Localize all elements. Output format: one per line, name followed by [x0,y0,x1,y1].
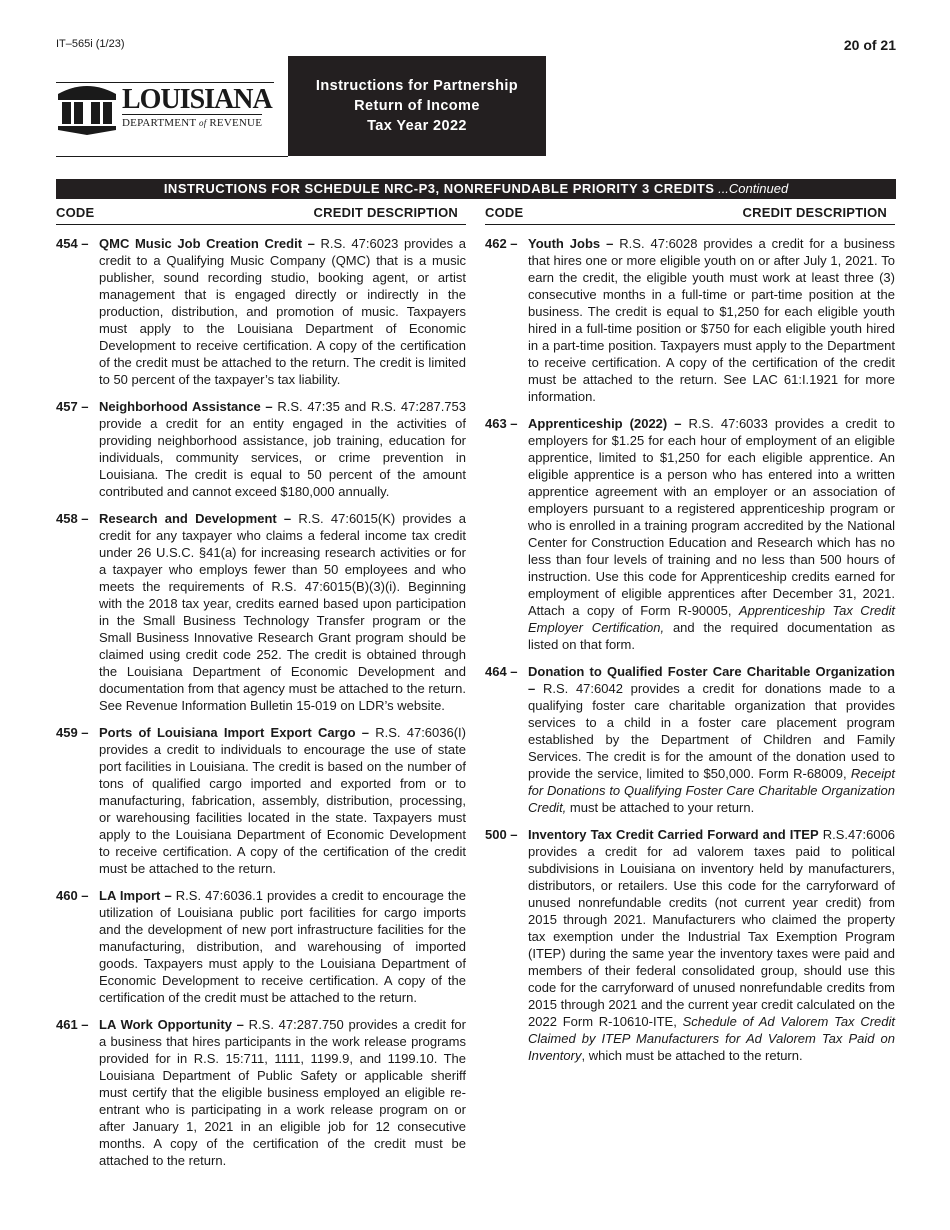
credit-name: Inventory Tax Credit Carried Forward and ITEP [528,827,819,842]
credit-name: LA Import – [99,888,172,903]
title-line-2: Return of Income [354,98,480,114]
credit-description [99,510,466,714]
credit-description [528,235,895,405]
title-line-1: Instructions for Partnership [315,78,519,94]
column-header [485,205,895,225]
credit-entry [485,235,895,405]
credit-text: R.S. 47:6015(K) provides a credit for any taxpayer who claims a federal income tax credit under 26 U.S.C. §41(a) for increasing research activities or for a taxpayer who employs fewer than 50 employees and who meets the requirements of R.S. 47:6015(B)(3)(i). Beginning with the 2018 tax year, credits earned based upon participation in the Small Business Technology Transfer program or the Small Business Innovative Research Grant program should be claimed using credit code 252. The credit is obtained through the Louisiana Department of Economic Development and documentation from that agency must be attached to the return. See Revenue Information Bulletin 15-019 on LDR’s website. [99,511,466,713]
capitol-icon [56,80,118,136]
code-header: CODE [56,205,95,220]
credit-code: 454 – [56,236,89,251]
credit-description [528,663,895,816]
credit-text: R.S. 47:6028 provides a credit for a business that hires one or more eligible youth on or after July 1, 2021. To earn the credit, the eligible youth must work at least three (3) consecutive months in a full-time or part-time position at the business. The credit is equal to $1,250 for each eligible youth hired in a full-time position or $750 for each eligible youth hired in a part-time position. Taxpayers must apply to the Department to receive certification. A copy of the certification of the credit must be attached to the return. See LAC 61:I.1921 for more information. [528,236,895,404]
logo-wordmark: LOUISIANA [122,84,272,115]
description-header: CREDIT DESCRIPTION [313,205,458,220]
credit-entry [56,235,466,388]
document-title-box [288,56,546,156]
credit-name: LA Work Opportunity – [99,1017,244,1032]
credit-code: 457 – [56,399,89,414]
credit-entry [485,415,895,653]
credit-description [99,398,466,500]
credit-code: 459 – [56,725,89,740]
form-title: Schedule of Ad Valorem Tax Credit Claimed by ITEP Manufacturers for Ad Valorem Tax Paid on Inventory [528,1014,895,1063]
code-header: CODE [485,205,524,220]
form-title: Receipt for Donations to Qualifying Foster Care Charitable Organization Credit, [528,766,895,815]
credit-text: and the required documentation as listed on that form. [528,620,895,652]
credit-description [99,1016,466,1169]
ldr-logo [56,80,281,136]
credit-name: Ports of Louisiana Import Export Cargo – [99,725,369,740]
page-number: 20 of 21 [843,37,896,53]
form-id: IT–565i (1/23) [56,38,125,50]
credit-text: R.S.47:6006 provides a credit for ad valorem taxes paid to political subdivisions in Louisiana on inventory held by manufacturers, distributors, or retailers. Use this code for the carryforward of unused nonrefundable credits (not current year credit) from 2015 through 2021. Manufacturers who claimed the property tax exemption under the Industrial Tax Exemption Program (ITEP) during the same year the inventory taxes were paid and members of their federal consolidated group, should use this code for the carryforward of unused nonrefundable credits from 2015 through 2021 and the current year credit calculated on the 2022 Form R-10610-ITE, [528,827,895,1029]
credit-code: 458 – [56,511,89,526]
description-header: CREDIT DESCRIPTION [742,205,887,220]
credit-name: Research and Development – [99,511,292,526]
credit-description [528,415,895,653]
credit-entry [56,724,466,877]
credit-entry [56,1016,466,1169]
credit-text: R.S. 47:6036(I) provides a credit to individuals to encourage the use of state port facilities in Louisiana. The credit is based on the number of tons of qualified cargo imported and exported from or to manufacturing, fabrication, assembly, distribution, processing, or warehousing facilities located in the state. Taxpayers must apply to the Louisiana Department of Economic Development to receive certification. A copy of the certification of the credit must be attached to the return. [99,725,466,876]
credit-code: 462 – [485,236,518,251]
credit-code: 500 – [485,827,518,842]
column-header [56,205,466,225]
logo-rule-bottom [56,156,288,157]
credit-text: R.S. 47:35 and R.S. 47:287.753 provide a credit for an entity engaged in the activities of providing neighborhood assistance, job training, education for individuals, community services, or crime prevention in Louisiana. The credit is equal to 50 percent of the amount contributed and cannot exceed $180,000 annually. [99,399,466,499]
left-column [56,205,466,1169]
credit-code: 463 – [485,416,518,431]
credit-entry [56,398,466,500]
credit-text: R.S. 47:6023 provides a credit to a Qualifying Music Company (QMC) that is a music publisher, sound recording studio, booking agent, or artist management that is engaged directly or indirectly in the production, distribution, and promotion of music. Taxpayers must apply to the Louisiana Department of Economic Development to receive certification. A copy of the certification of the credit must be attached to the return. The credit is limited to 50 percent of the taxpayer’s tax liability. [99,236,466,387]
credit-text: R.S. 47:6033 provides a credit to employers for $1.25 for each hour of employment of an eligible apprentice, limited to $1,250 for each eligible apprentice. An eligible apprentice is a person who has entered into a written apprentice agreement with an employer or an association of employers pursuant to a registered apprenticeship program or who is enrolled in a training program accredited by the National Center for Construction Education and Research which has no less than four levels of training and no less than 500 hours of instruction. Use this code for Apprenticeship credits earned for employment of eligible apprentices after December 31, 2021. Attach a copy of Form R-90005, [528,416,896,618]
section-banner: INSTRUCTIONS FOR SCHEDULE NRC-P3, NONREFUNDABLE PRIORITY 3 CREDITS ...Continued [56,179,896,199]
credit-name: Neighborhood Assistance – [99,399,273,414]
credit-description [528,826,895,1064]
credit-name: Donation to Qualified Foster Care Charitable Organization – [528,664,895,696]
credit-text: , which must be attached to the return. [581,1048,803,1063]
credit-entry [56,510,466,714]
credit-description [99,724,466,877]
credit-entry [485,663,895,816]
credit-code: 461 – [56,1017,89,1032]
credit-text: must be attached to your return. [566,800,755,815]
logo-subtitle: DEPARTMENT of REVENUE [122,114,262,129]
credit-text: R.S. 47:6036.1 provides a credit to encourage the utilization of Louisiana public port facilities for cargo imports and the development of new port infrastructure facilities for the manufacturing, distribution, and warehousing of imported goods. Taxpayers must apply to the Louisiana Department of Economic Development to receive certification. A copy of the certification of the credit must be attached to the return. [99,888,466,1005]
credit-text: R.S. 47:6042 provides a credit for donations made to a qualifying foster care charitable organization that provides services to a child in a foster care placement program established by the Department of Children and Family Services. The credit is for the amount of the donation used to provide the service, limited to $50,000. Form R-68009, [528,681,895,781]
credit-text: R.S. 47:287.750 provides a credit for a business that hires participants in the work release programs provided for in R.S. 15:711, 1111, 1199.9, and 1199.10. The Louisiana Department of Public Safety or applicable sheriff must certify that the eligible business employed an eligible re-entrant who is participating in a work release program on or after January 1, 2021 in an eligible job for 12 consecutive months. A copy of the certification of the credit must be attached to the return. [99,1017,466,1168]
credit-entry [485,826,895,1064]
credit-description [99,235,466,388]
credit-entry [56,887,466,1006]
credit-name: Apprenticeship (2022) – [528,416,682,431]
form-title: Apprenticeship Tax Credit Employer Certification, [528,603,895,635]
title-line-3: Tax Year 2022 [367,118,467,134]
credit-name: QMC Music Job Creation Credit – [99,236,315,251]
credit-code: 464 – [485,664,518,679]
credit-name: Youth Jobs – [528,236,614,251]
right-column [485,205,895,1064]
credit-code: 460 – [56,888,89,903]
credit-description [99,887,466,1006]
